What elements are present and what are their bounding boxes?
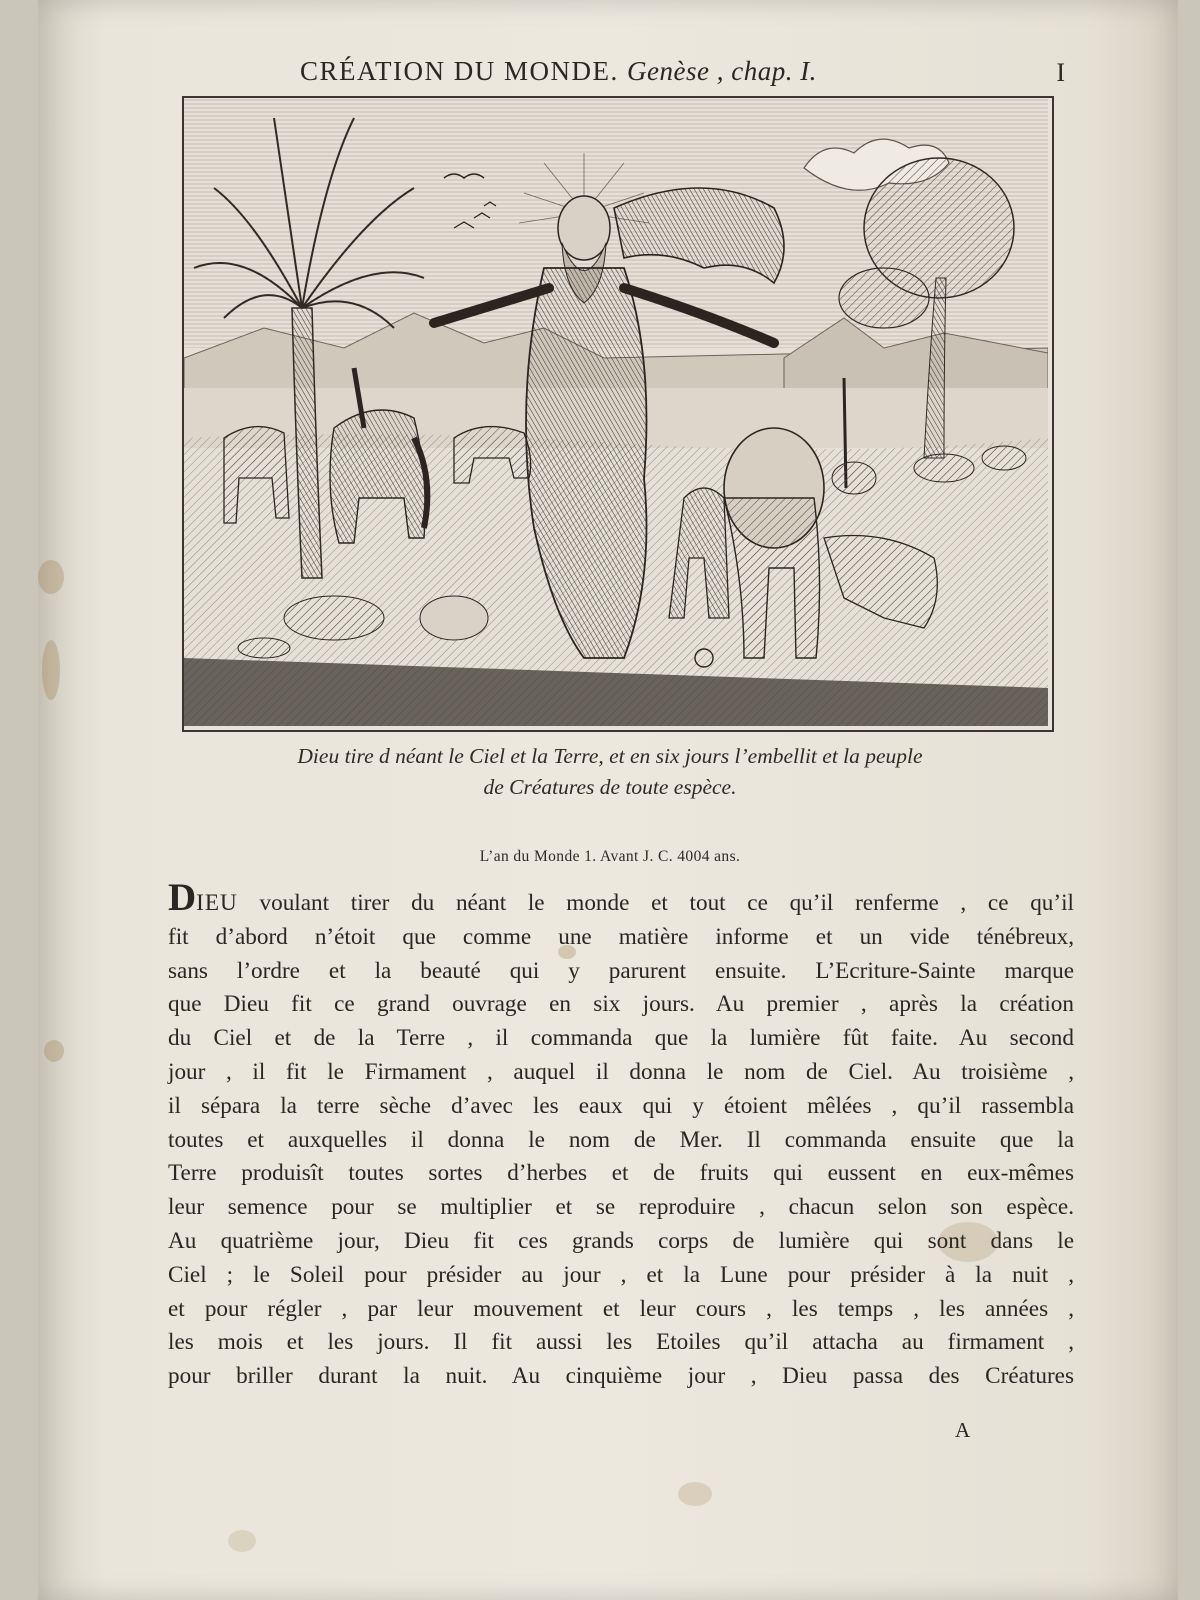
text-line: fit d’abord n’étoit que comme une matière informe et un vide ténébreux, <box>168 923 1074 950</box>
foxing-stain <box>38 560 64 594</box>
text-line: Terre produisît toutes sortes d’herbes et de fruits qui eussent en eux-mêmes <box>168 1160 1074 1187</box>
foxing-stain <box>42 640 60 700</box>
text-line: leur semence pour se multiplier et se reproduire , chacun selon son espèce. <box>168 1194 1074 1221</box>
text-line: les mois et les jours. Il fit aussi les Etoiles qu’il attacha au firmament , <box>168 1329 1074 1356</box>
text-line: jour , il fit le Firmament , auquel il donna le nom de Ciel. Au troisième , <box>168 1058 1074 1085</box>
foxing-stain <box>44 1040 64 1062</box>
foxing-stain <box>678 1482 712 1506</box>
first-line-rest: voulant tirer du néant le monde et tout ce qu’il renferme , ce qu’il <box>259 890 1074 916</box>
drop-cap-rest: IEU <box>196 890 238 916</box>
running-header <box>255 56 1095 96</box>
signature-mark: A <box>955 1418 971 1442</box>
sheep <box>420 596 488 640</box>
drop-cap: D <box>168 876 197 919</box>
horse-head <box>284 596 384 640</box>
dateline: L’an du Monde 1. Avant J. C. 4004 ans. <box>479 848 741 865</box>
text-line: Ciel ; le Soleil pour présider au jour , et la Lune pour présider à la nuit , <box>168 1261 1074 1288</box>
small-deer <box>982 446 1026 470</box>
text-line: sans l’ordre et la beauté qui y parurent ensuite. L’Ecriture-Sainte marque <box>168 957 1074 984</box>
text-line: que Dieu fit ce grand ouvrage en six jours. Au premier , après la création <box>168 991 1074 1018</box>
engraving-plate <box>182 96 1054 732</box>
creation-engraving <box>184 98 1048 726</box>
tree-foliage <box>839 268 929 328</box>
caption-line: de Créatures de toute espèce. <box>483 775 737 799</box>
page-number: I <box>1056 58 1065 87</box>
divine-head <box>558 196 610 260</box>
porcupine <box>914 454 974 482</box>
body-text <box>168 876 1074 1394</box>
text-line: pour briller durant la nuit. Au cinquième jour , Dieu passa des Créatures <box>168 1363 1074 1390</box>
chapter-reference: Genèse , chap. I. <box>627 56 817 86</box>
title-text: CRÉATION DU MONDE. <box>300 56 619 86</box>
text-line: Au quatrième jour, Dieu fit ces grands corps de lumière qui sont dans le <box>168 1227 1074 1254</box>
text-line: du Ciel et de la Terre , il commanda que la lumière fût faite. Au second <box>168 1025 1074 1052</box>
plate-caption <box>150 741 1070 803</box>
foxing-stain <box>228 1530 256 1552</box>
text-line: toutes et auxquelles il donna le nom de Mer. Il commanda ensuite que la <box>168 1126 1074 1153</box>
text-line: il sépara la terre sèche d’avec les eaux qui y étoient mêlées , qu’il rassembla <box>168 1092 1074 1119</box>
lizard <box>238 638 290 658</box>
text-line: et pour régler , par leur mouvement et leur cours , les temps , les années , <box>168 1295 1074 1322</box>
caption-line: Dieu tire d néant le Ciel et la Terre, et en six jours l’embellit et la peuple <box>297 744 923 768</box>
text-line <box>168 876 1074 921</box>
ostrich <box>832 462 876 494</box>
page-title <box>300 56 817 87</box>
